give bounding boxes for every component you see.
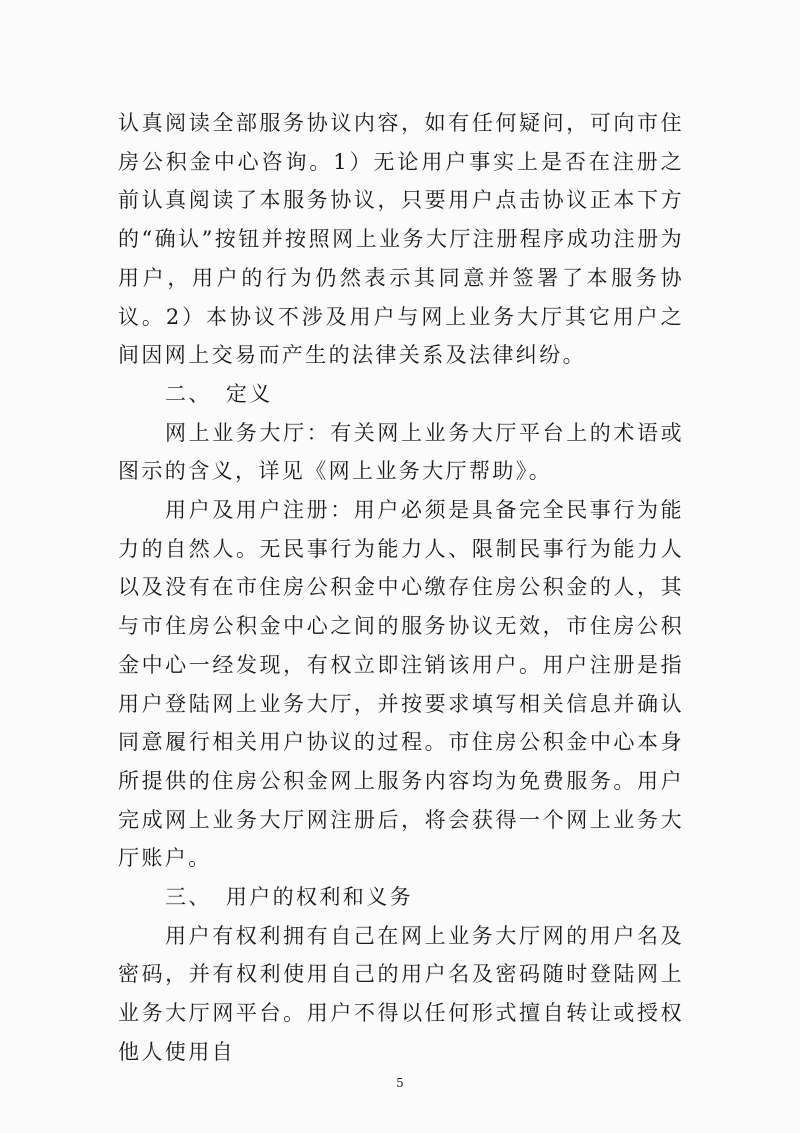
- section-number: 二、: [165, 381, 212, 406]
- rights-paragraph: 用户有权利拥有自己在网上业务大厅网的用户名及密码，并有权利使用自己的用户名及密码随时登陆网上业务大厅网平台。用户不得以任何形式擅自转让或授权他人使用自: [118, 923, 684, 1064]
- section-title: 用户的权利和义务: [225, 885, 414, 910]
- page-number: 5: [396, 1076, 404, 1090]
- section-heading-definitions: [118, 375, 684, 414]
- section-heading-rights: [118, 878, 684, 917]
- document-body: [118, 104, 684, 1072]
- definition-paragraph-hall: 网上业务大厅：有关网上业务大厅平台上的术语或图示的含义，详见《网上业务大厅帮助》。: [118, 420, 684, 484]
- section-title: 定义: [225, 381, 273, 406]
- section-number: 三、: [165, 885, 212, 910]
- continued-paragraph: 认真阅读全部服务协议内容，如有任何疑问，可向市住房公积金中心咨询。1）无论用户事实上是否在注册之前认真阅读了本服务协议，只要用户点击协议正本下方的“确认”按钮并按照网上业务大厅注册程序成功注册为用户，用户的行为仍然表示其同意并签署了本服务协议。2）本协议不涉及用户与网上业务大厅其它用户之间因网上交易而产生的法律关系及法律纠纷。: [118, 111, 684, 368]
- definition-paragraph-user: 用户及用户注册：用户必须是具备完全民事行为能力的自然人。无民事行为能力人、限制民事行为能力人以及没有在市住房公积金中心缴存住房公积金的人，其与市住房公积金中心之间的服务协议无效，市住房公积金中心一经发现，有权立即注销该用户。用户注册是指用户登陆网上业务大厅，并按要求填写相关信息并确认同意履行相关用户协议的过程。市住房公积金中心本身所提供的住房公积金网上服务内容均为免费服务。用户完成网上业务大厅网注册后，将会获得一个网上业务大厅账户。: [118, 498, 684, 871]
